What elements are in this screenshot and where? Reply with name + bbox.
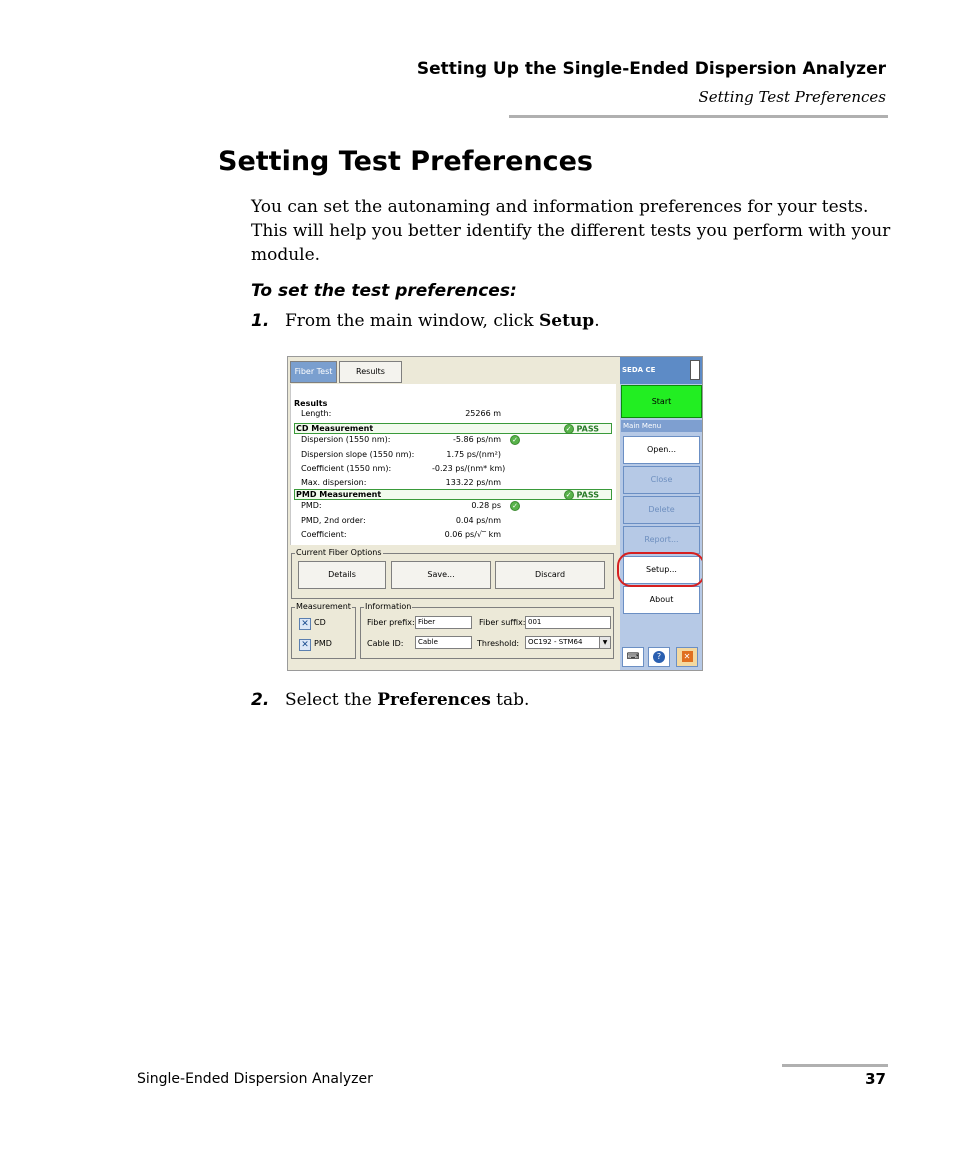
cd-status-text: PASS [576, 424, 599, 434]
cable-id-label: Cable ID: [367, 639, 404, 648]
cd-row-label: Max. dispersion: [301, 478, 367, 487]
open-button[interactable]: Open... [623, 436, 700, 464]
fiber-suffix-label: Fiber suffix: [479, 618, 526, 627]
close-button[interactable]: Close [623, 466, 700, 494]
save-button[interactable]: Save... [391, 561, 491, 589]
pmd-row-label: Coefficient: [301, 530, 347, 539]
check-icon: ✓ [510, 435, 520, 445]
length-value: 25266 m [465, 409, 501, 418]
running-header-section: Setting Test Preferences [698, 88, 886, 106]
intro-paragraph: You can set the autonaming and information preferences for your tests. This will help you better identify the different tests you perform with your module. [251, 197, 891, 265]
length-label: Length: [301, 409, 332, 418]
pmd-row-label: PMD: [301, 501, 322, 510]
tab-results[interactable]: Results [339, 361, 402, 383]
results-panel [290, 384, 616, 545]
cable-id-input[interactable]: Cable [415, 636, 472, 649]
pmd-status-text: PASS [576, 490, 599, 500]
details-button[interactable]: Details [298, 561, 386, 589]
cd-row-label: Coefficient (1550 nm): [301, 464, 392, 473]
pmd-row-value: 0.04 ps/nm [455, 516, 501, 525]
fiber-suffix-input[interactable]: 001 [525, 616, 611, 629]
step-text-end: tab. [490, 690, 530, 710]
setup-button[interactable]: Setup... [623, 556, 700, 584]
main-menu-label: Main Menu [621, 420, 702, 432]
keyboard-icon[interactable]: ⌨ [622, 647, 644, 667]
cd-row-value: 1.75 ps/(nm²) [446, 450, 501, 459]
delete-button[interactable]: Delete [623, 496, 700, 524]
check-icon: ✓ [564, 424, 574, 434]
fiber-options-title: Current Fiber Options [296, 548, 382, 557]
chevron-down-icon[interactable]: ▼ [599, 637, 610, 648]
pmd-row-value: 0.06 ps/√‾ km [444, 530, 501, 539]
page-number: 37 [865, 1070, 886, 1088]
cd-status [564, 424, 599, 434]
step-text-end: . [594, 311, 600, 331]
step-text: From the main window, click [285, 311, 539, 331]
fiber-options-group [291, 548, 614, 599]
information-group [360, 602, 614, 659]
exit-icon[interactable]: ✕ [676, 647, 698, 667]
step-keyword: Preferences [377, 690, 491, 710]
cd-row-value: -5.86 ps/nm [452, 435, 501, 444]
cd-row-label: Dispersion (1550 nm): [301, 435, 391, 444]
threshold-select[interactable] [525, 636, 611, 649]
procedure-title: To set the test preferences: [251, 281, 517, 301]
check-icon: ✓ [564, 490, 574, 500]
cd-checkbox[interactable]: ✕ [299, 618, 311, 630]
report-button[interactable]: Report... [623, 526, 700, 554]
cd-row-value: 133.22 ps/nm [445, 478, 501, 487]
cd-row-value: -0.23 ps/(nm* km) [432, 464, 506, 473]
header-rule [509, 115, 888, 118]
pmd-checkbox-label: PMD [314, 639, 332, 648]
threshold-label: Threshold: [477, 639, 520, 648]
cd-title: CD Measurement [296, 424, 374, 433]
cd-row-label: Dispersion slope (1550 nm): [301, 450, 415, 459]
footer-rule [782, 1064, 888, 1067]
information-title: Information [365, 602, 412, 611]
measurement-title: Measurement [296, 602, 351, 611]
fiber-prefix-label: Fiber prefix: [367, 618, 415, 627]
fiber-prefix-input[interactable]: Fiber [415, 616, 472, 629]
discard-button[interactable]: Discard [495, 561, 605, 589]
help-icon[interactable]: ? [648, 647, 670, 667]
main-menu-sidebar [620, 357, 703, 671]
pmd-row-value: 0.28 ps [471, 501, 501, 510]
battery-icon [690, 360, 700, 380]
cd-checkbox-label: CD [314, 618, 326, 627]
seda-screenshot [287, 356, 703, 671]
step-number: 2. [251, 690, 270, 710]
tab-fiber-test[interactable]: Fiber Test [290, 361, 337, 383]
footer-title: Single-Ended Dispersion Analyzer [137, 1071, 373, 1087]
check-icon: ✓ [510, 501, 520, 511]
measurement-group [291, 602, 356, 659]
start-button[interactable]: Start [621, 385, 702, 418]
step-text: Select the [285, 690, 378, 710]
running-header-chapter: Setting Up the Single-Ended Dispersion Analyzer [416, 59, 886, 79]
app-title: SEDA CE [620, 357, 703, 384]
step-keyword: Setup [539, 311, 595, 331]
setup-highlight-ring [617, 552, 703, 587]
step-2 [251, 690, 529, 710]
step-1 [251, 311, 600, 331]
results-title: Results [294, 399, 328, 408]
pmd-row-label: PMD, 2nd order: [301, 516, 366, 525]
threshold-value: OC192 - STM64 [528, 638, 583, 646]
pmd-title: PMD Measurement [296, 490, 382, 499]
pmd-checkbox[interactable]: ✕ [299, 639, 311, 651]
about-button[interactable]: About [623, 586, 700, 614]
pmd-status [564, 490, 599, 500]
page-title: Setting Test Preferences [218, 146, 594, 177]
step-number: 1. [251, 311, 270, 331]
